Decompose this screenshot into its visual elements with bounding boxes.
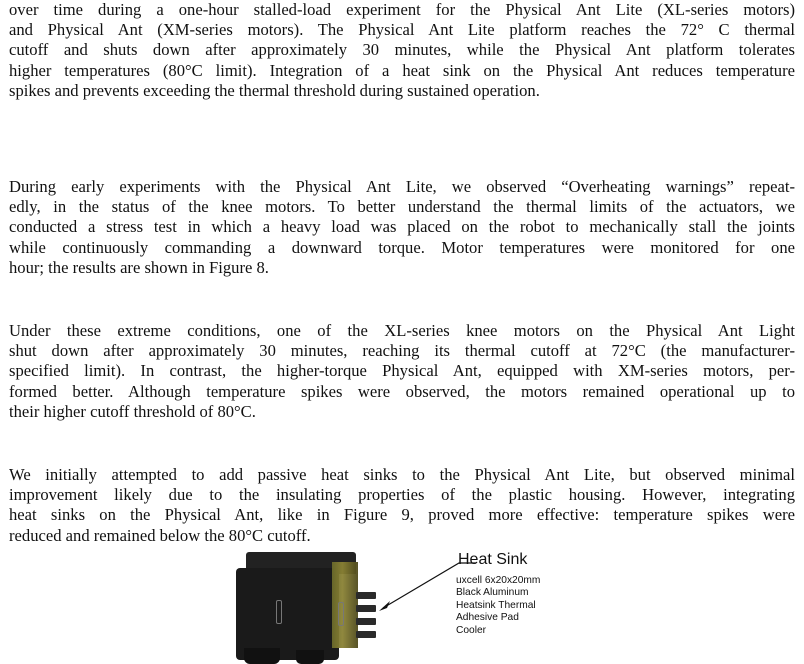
heatsink-fins (356, 592, 376, 650)
heatsink-label-line: Cooler (456, 624, 487, 636)
text-line: conducted a stress test in which a heavy load was placed on the robot to mechanically stall the joints (9, 217, 795, 237)
text-line: specified limit). In contrast, the higher-torque Physical Ant, equipped with XM-series motors, per- (9, 361, 795, 381)
heatsink-label-line: Black Aluminum (456, 587, 529, 599)
text-line: while continuously commanding a downward torque. Motor temperatures were monitored for one (9, 237, 795, 257)
text-line: edly, in the status of the knee motors. To better understand the thermal limits of the actuators, we (9, 197, 795, 217)
motor-body (236, 568, 339, 660)
motor-slot (338, 602, 344, 626)
heatsink-label-line: uxcell 6x20x20mm (456, 575, 541, 586)
paragraph-overheating-stress-test (9, 177, 795, 278)
thermal-tape (332, 562, 358, 648)
text-line: hour; the results are shown in Figure 8. (9, 257, 269, 277)
heatsink-label-line: Heatsink Thermal (456, 599, 536, 611)
text-line: cutoff and shuts down after approximately 30 minutes, while the Physical Ant platform tolerates (9, 40, 795, 60)
text-line: over time during a one-hour stalled-load experiment for the Physical Ant Lite (XL-series motors) (9, 0, 795, 19)
text-line: shut down after approximately 30 minutes, reaching its thermal cutoff at 72°C (the manufacturer- (9, 341, 795, 361)
text-line: improvement likely due to the insulating properties of the plastic housing. However, integrating (9, 485, 795, 505)
heatsink-label-description (456, 575, 576, 637)
motor-base (296, 650, 324, 664)
motor-base (244, 648, 280, 664)
heatsink-label-title: Heat Sink (458, 551, 528, 568)
heatsink-fin (356, 605, 376, 612)
text-line: their higher cutoff threshold of 80°C. (9, 401, 256, 421)
heatsink-label-line: Adhesive Pad (456, 612, 519, 624)
text-line: spikes and prevents exceeding the thermal threshold during sustained operation. (9, 80, 540, 100)
heatsink-fin (356, 631, 376, 638)
motor-slot (276, 600, 282, 624)
heatsink-fin (356, 618, 376, 625)
figure-caption-continuation (9, 0, 795, 101)
paragraph-thermal-cutoff-results (9, 321, 795, 422)
text-line: During early experiments with the Physical Ant Lite, we observed “Overheating warnings” repeat- (9, 177, 795, 196)
paragraph-heat-sinks (9, 465, 795, 546)
text-line: heat sinks on the Physical Ant, like in Figure 9, proved more effective: temperature spikes were (9, 505, 795, 525)
text-line: reduced and remained below the 80°C cutoff. (9, 525, 311, 545)
text-line: formed better. Although temperature spikes were observed, the motors remained operational up to (9, 381, 795, 401)
text-line: We initially attempted to add passive heat sinks to the Physical Ant Lite, but observed minimal (9, 465, 795, 484)
text-line: and Physical Ant (XM-series motors). The Physical Ant Lite platform reaches the 72° C thermal (9, 20, 795, 40)
text-line: Under these extreme conditions, one of the XL-series knee motors on the Physical Ant Light (9, 321, 795, 340)
heatsink-fin (356, 592, 376, 599)
text-line: higher temperatures (80°C limit). Integration of a heat sink on the Physical Ant reduces temperature (9, 60, 795, 80)
